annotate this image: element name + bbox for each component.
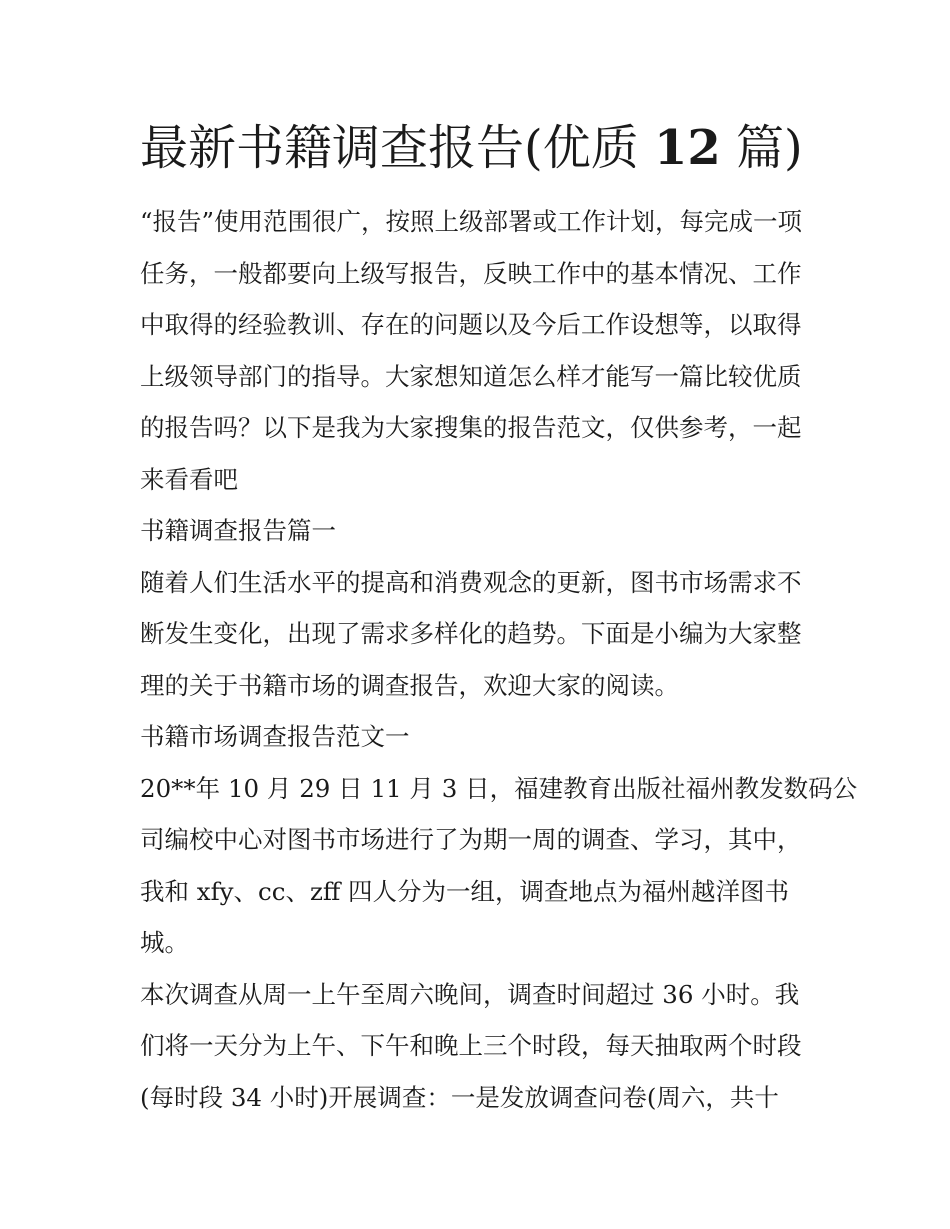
section-1-paragraph: [140, 557, 820, 712]
title-prefix: 最新书籍调查报告(优质: [140, 120, 654, 176]
text-line: 上级领导部门的指导。大家想知道怎么样才能写一篇比较优质: [140, 361, 802, 391]
intro-paragraph: [140, 196, 820, 505]
text-line: 理的关于书籍市场的调查报告，欢迎大家的阅读。: [140, 670, 679, 700]
text-line: 我和 xfy、cc、zff 四人分为一组，调查地点为福州越洋图书: [140, 876, 790, 906]
text-line: (每时段 34 小时)开展调查：一是发放调查问卷(周六，共十: [140, 1082, 779, 1112]
text-line: 断发生变化，出现了需求多样化的趋势。下面是小编为大家整: [140, 619, 802, 648]
text-line: 司编校中心对图书市场进行了为期一周的调查、学习，其中，: [140, 825, 802, 854]
text-line: “报告”使用范围很广，按照上级部署或工作计划，每完成一项: [140, 207, 803, 236]
text-line: 20**年 10 月 29 日 11 月 3 日，福建教育出版社福州教发数码公: [140, 773, 858, 803]
text-line: 们将一天分为上午、下午和晚上三个时段，每天抽取两个时段: [140, 1031, 802, 1060]
text-line: 的报告吗？以下是我为大家搜集的报告范文，仅供参考，一起: [140, 413, 802, 442]
title-suffix: 篇): [720, 120, 803, 176]
page-title: [140, 118, 840, 178]
section-heading-1: 书籍调查报告篇一: [140, 516, 336, 545]
text-line: 本次调查从周一上午至周六晚间，调查时间超过 36 小时。我: [140, 979, 800, 1009]
section-3-paragraph: [140, 969, 820, 1124]
section-2-paragraph: [140, 763, 858, 969]
text-line: 城。: [140, 928, 189, 957]
text-line: 任务，一般都要向上级写报告，反映工作中的基本情况、工作: [140, 258, 802, 288]
title-number: 12: [654, 120, 721, 176]
text-line: 中取得的经验教训、存在的问题以及今后工作设想等，以取得: [140, 310, 802, 339]
text-line: 来看看吧: [140, 464, 238, 494]
section-heading-2: 书籍市场调查报告范文一: [140, 722, 410, 751]
text-line: 随着人们生活水平的提高和消费观念的更新，图书市场需求不: [140, 567, 802, 597]
document-body: [140, 196, 858, 1123]
